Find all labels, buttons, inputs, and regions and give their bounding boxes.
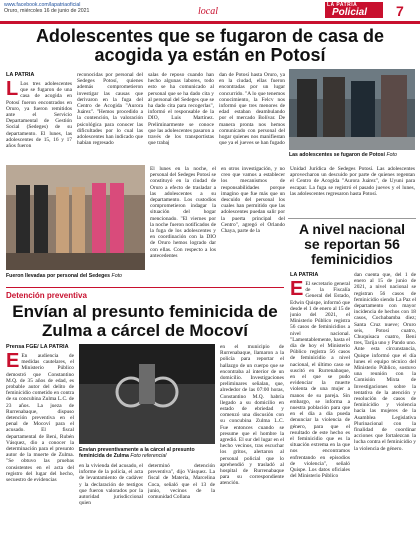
photo2-credit: Foto [386, 152, 397, 158]
photo1-caption [6, 273, 145, 279]
header-info [4, 2, 89, 14]
sidebox-byline: LA PATRIA [290, 272, 319, 278]
article2-col1 [6, 353, 74, 531]
article2-title: Envían al presunto feminicida de Zulma a cárcel de Mocoví [12, 302, 278, 340]
photo3-caption [79, 447, 215, 459]
article2-col1-text: En audiencia de medidas cautelares, el Ministerio Público demostró que Constantino M.Q. de 35 años de edad, es probable autor del delito de feminicidio cometido en contra de su concubina Zulma L.C. de 23 años. La jueza de Rurrenabaque, dispuso detención preventiva en el penal de Mocoví para el acusado. El fiscal departamental de Beni, Rubén Vásquez, dio a conocer la determinación para el presunto autor de la muerte de Zulma. "Se obtuvo las pruebas consistentes en el acta del registro del lugar del hecho, secuestro de evidencias [6, 353, 74, 484]
article1-col7: Unidad Jurídica de Sedeges Potosí. Las adolescentes aprovecharon un descuido por parte de quienes regentan el Centro de Acogida "Aurora Juárez", de Uyuni para escapar. La fuga se registró el pasado jueves y el lunes, las adolescentes regresaron hasta Potosí. [290, 166, 415, 197]
article1-col4: dan de Potosí hasta Oruro, ya en la ciudad, ellas fueron encontradas por un lugar concurrido. "A lo que tenemos conocimiento, la Felcv nos informó que tres menores de edad estaban deambulando por el mercado Bolívar. De manera pronta nos hemos comunicado con personal del hogar quienes nos manifiestan que ya el jueves se han fugado [219, 72, 285, 147]
article1-col2: reconocidas por personal del Sedeges Potosí, quienes además comprometieron investigar las causas que derivaron en la fuga del Centro de Acogida "Aurora Juárez". "Hemos procedido a la contención, la valoración psicológica para conocer las dificultades por lo cual las adolescentes han indicado que habían regresado [77, 72, 143, 147]
facebook-link[interactable]: www.facebook.com/lapatriaoficial [4, 2, 81, 8]
logo-top-text: LA PATRIA [327, 2, 358, 8]
issue-date: Oruro, miércoles 16 de junio de 2021 [4, 8, 90, 14]
article2-col3: en el municipio de Rurrenabaque, llamaron a la policía para reportar el hallazgo de un cuerpo que se encontraba al interior de un domicilio. Investigaciones preliminares señalan, que, alrededor de las 07:00 horas, Constantino M.Q. habría llegado a su domicilio en estado de ebriedad y comenzó una discusión con su concubina Zulma L.C. Fue entonces cuando se presume que el hombre la agredió. El sur del lugar en el hecho vecinos, tras escuchar los gritos, alertaron al personal policial que lo aprehendió y trasladó al hospital de Rurrenabaque para su correspondiente atención. [220, 344, 284, 487]
photo-adolescents [289, 69, 415, 150]
article1-title: Adolescentes que se fugaron de casa de acogida ya están en Potosí [35, 26, 385, 65]
drop-cap: L [6, 81, 19, 100]
article1-col6: en otros investigación, y no creo que vamos a establecer los mecanismos de responsabilidades porque imagino que fue más que un descuido del personal los cuales han permitido que las adolescentes puedan salir por la puerta principal del Centro", agregó el Orlando Chaya, parte de la [221, 166, 285, 235]
article1-byline: LA PATRIA [6, 72, 35, 78]
article2-col2b: determinó detención preventiva", dijo Vásquez. La fiscal de Materia, Marcelina Coca, señaló que el 13 de junio, vecinos de la comunidad Collana [148, 463, 215, 501]
article2-byline: Prensa FGE/ LA PATRIA [6, 344, 69, 350]
article1-col1-text: Los tres adolescentes que se fugaron de una casa de acogida en Potosí fueron encontrados en Oruro, ya fueron remitidos ante el Servicio Departamental de Gestión Social (Sedeges) de su departamento. El lunes, las adolescentes de 15, 16 y 17 años fueron [6, 81, 72, 150]
photo2-caption-text: Las adolescentes se fugaron de Potosí [289, 152, 385, 158]
article2-drop-cap: E [6, 353, 20, 372]
sidebox-rule [288, 218, 416, 219]
article1-col1 [6, 81, 72, 162]
sidebox-col1-text: El secretario general de la Fiscalía General del Estado, Edwin Quispe, informó que desde el 1 de enero al 15 de junio del 2021, el Ministerio Público registra 56 casos de feminicidios a nivel nacional. "Lamentablemente, hasta el día de hoy el Ministerio Público registra 56 casos de feminicidio a nivel nacional, el último caso se suscitó en Rurrenabaque, en el que se pudo evidenciar la muerte violenta de una mujer a manos de su pareja. Sin embargo, se informa a nuestra población para que en el día a día pueda denunciar la violencia de género, para que el resultado de este hecho es el feminicidio que es la situación extrema en la que nos encontramos enfrentando en episodios de violencia", señaló Quispe. Los datos oficiales del Ministerio Público [290, 281, 350, 480]
article2-col2: en la vivienda del acusado, el informe de la policía, el acta de levantamiento de cadáver y la declaración de testigos que fueron valorados por la autoridad jurisdiccional quien [79, 463, 143, 507]
page-number: 7 [396, 3, 404, 19]
article2-rule [6, 287, 284, 288]
sidebox-drop-cap: E [290, 281, 304, 300]
photo2-caption [289, 152, 415, 158]
article1-col3: salas de reposo cuando han hecho algunas labores, todo esto se ha comunicado al personal que se ha dado cita y al personal del Sedeges que se ha dado cita para recogerlas", informó el responsable de la DIO, Luis Martínez. Preliminarmente se conoce que las adolescentes pasaron a través de los transportistas que trabaj [148, 72, 214, 147]
photo-legs [6, 165, 145, 270]
photo1-caption-text: Fueron llevadas por personal del Sedeges [6, 273, 111, 279]
photo-handcuffs [79, 344, 215, 444]
article2-tag: Detención preventiva [6, 291, 87, 300]
sidebox-title: A nivel nacional se reportan 56 feminicidios [298, 221, 406, 267]
photo3-credit: Foto referencial [130, 453, 167, 459]
sidebox-col1 [290, 281, 350, 531]
photo1-credit: Foto [111, 273, 122, 279]
header-rule [0, 21, 420, 24]
section-name: local [198, 6, 218, 17]
sidebox-col2: dan cuenta que, del 1 de enero al 15 de junio de 2021, a nivel nacional se registran 56 casos de feminicidio siendo La Paz el departamento con mayor incidencia de hechos con 18 casos, Cochabamba diez; Santa Cruz nueve; Oruro seis, Potosí cuatro, Chuquisaca cuatro, Beni tres, Tarija uno y Pando uno. Ante esta circunstancia, Quispe informó que el día lunes el equipo técnico del Ministerio Público, sostuvo una reunión con la Comisión Mixta de Investigaciones sobre la tentativa de la atención y resolución de casos de feminicidio y violencia hacia las mujeres de la Asamblea Legislativa Plurinacional con la finalidad de coordinar acciones que fortalezcan la lucha contra el feminicidio y la violencia de género. [354, 272, 416, 452]
article1-col5: El lunes en la noche, el personal del Sedeges Potosí se constituyó en la ciudad de Oruro a efecto de trasladar a las adolescentes a su departamento. Los custodios comprometieron indagar la situación del hogar mencionado. "El viernes por la noche fueron notificados de la fuga de los adolescentes y en coordinación con la DIO de Oruro hemos logrado dar con ellas. Con respecto a los antecedentes [150, 166, 216, 259]
logo-main-text: Policial [332, 7, 368, 18]
photo3-caption-text: Envían preventivamente a la cárcel al presunto feminicida de Zulma [79, 447, 195, 459]
